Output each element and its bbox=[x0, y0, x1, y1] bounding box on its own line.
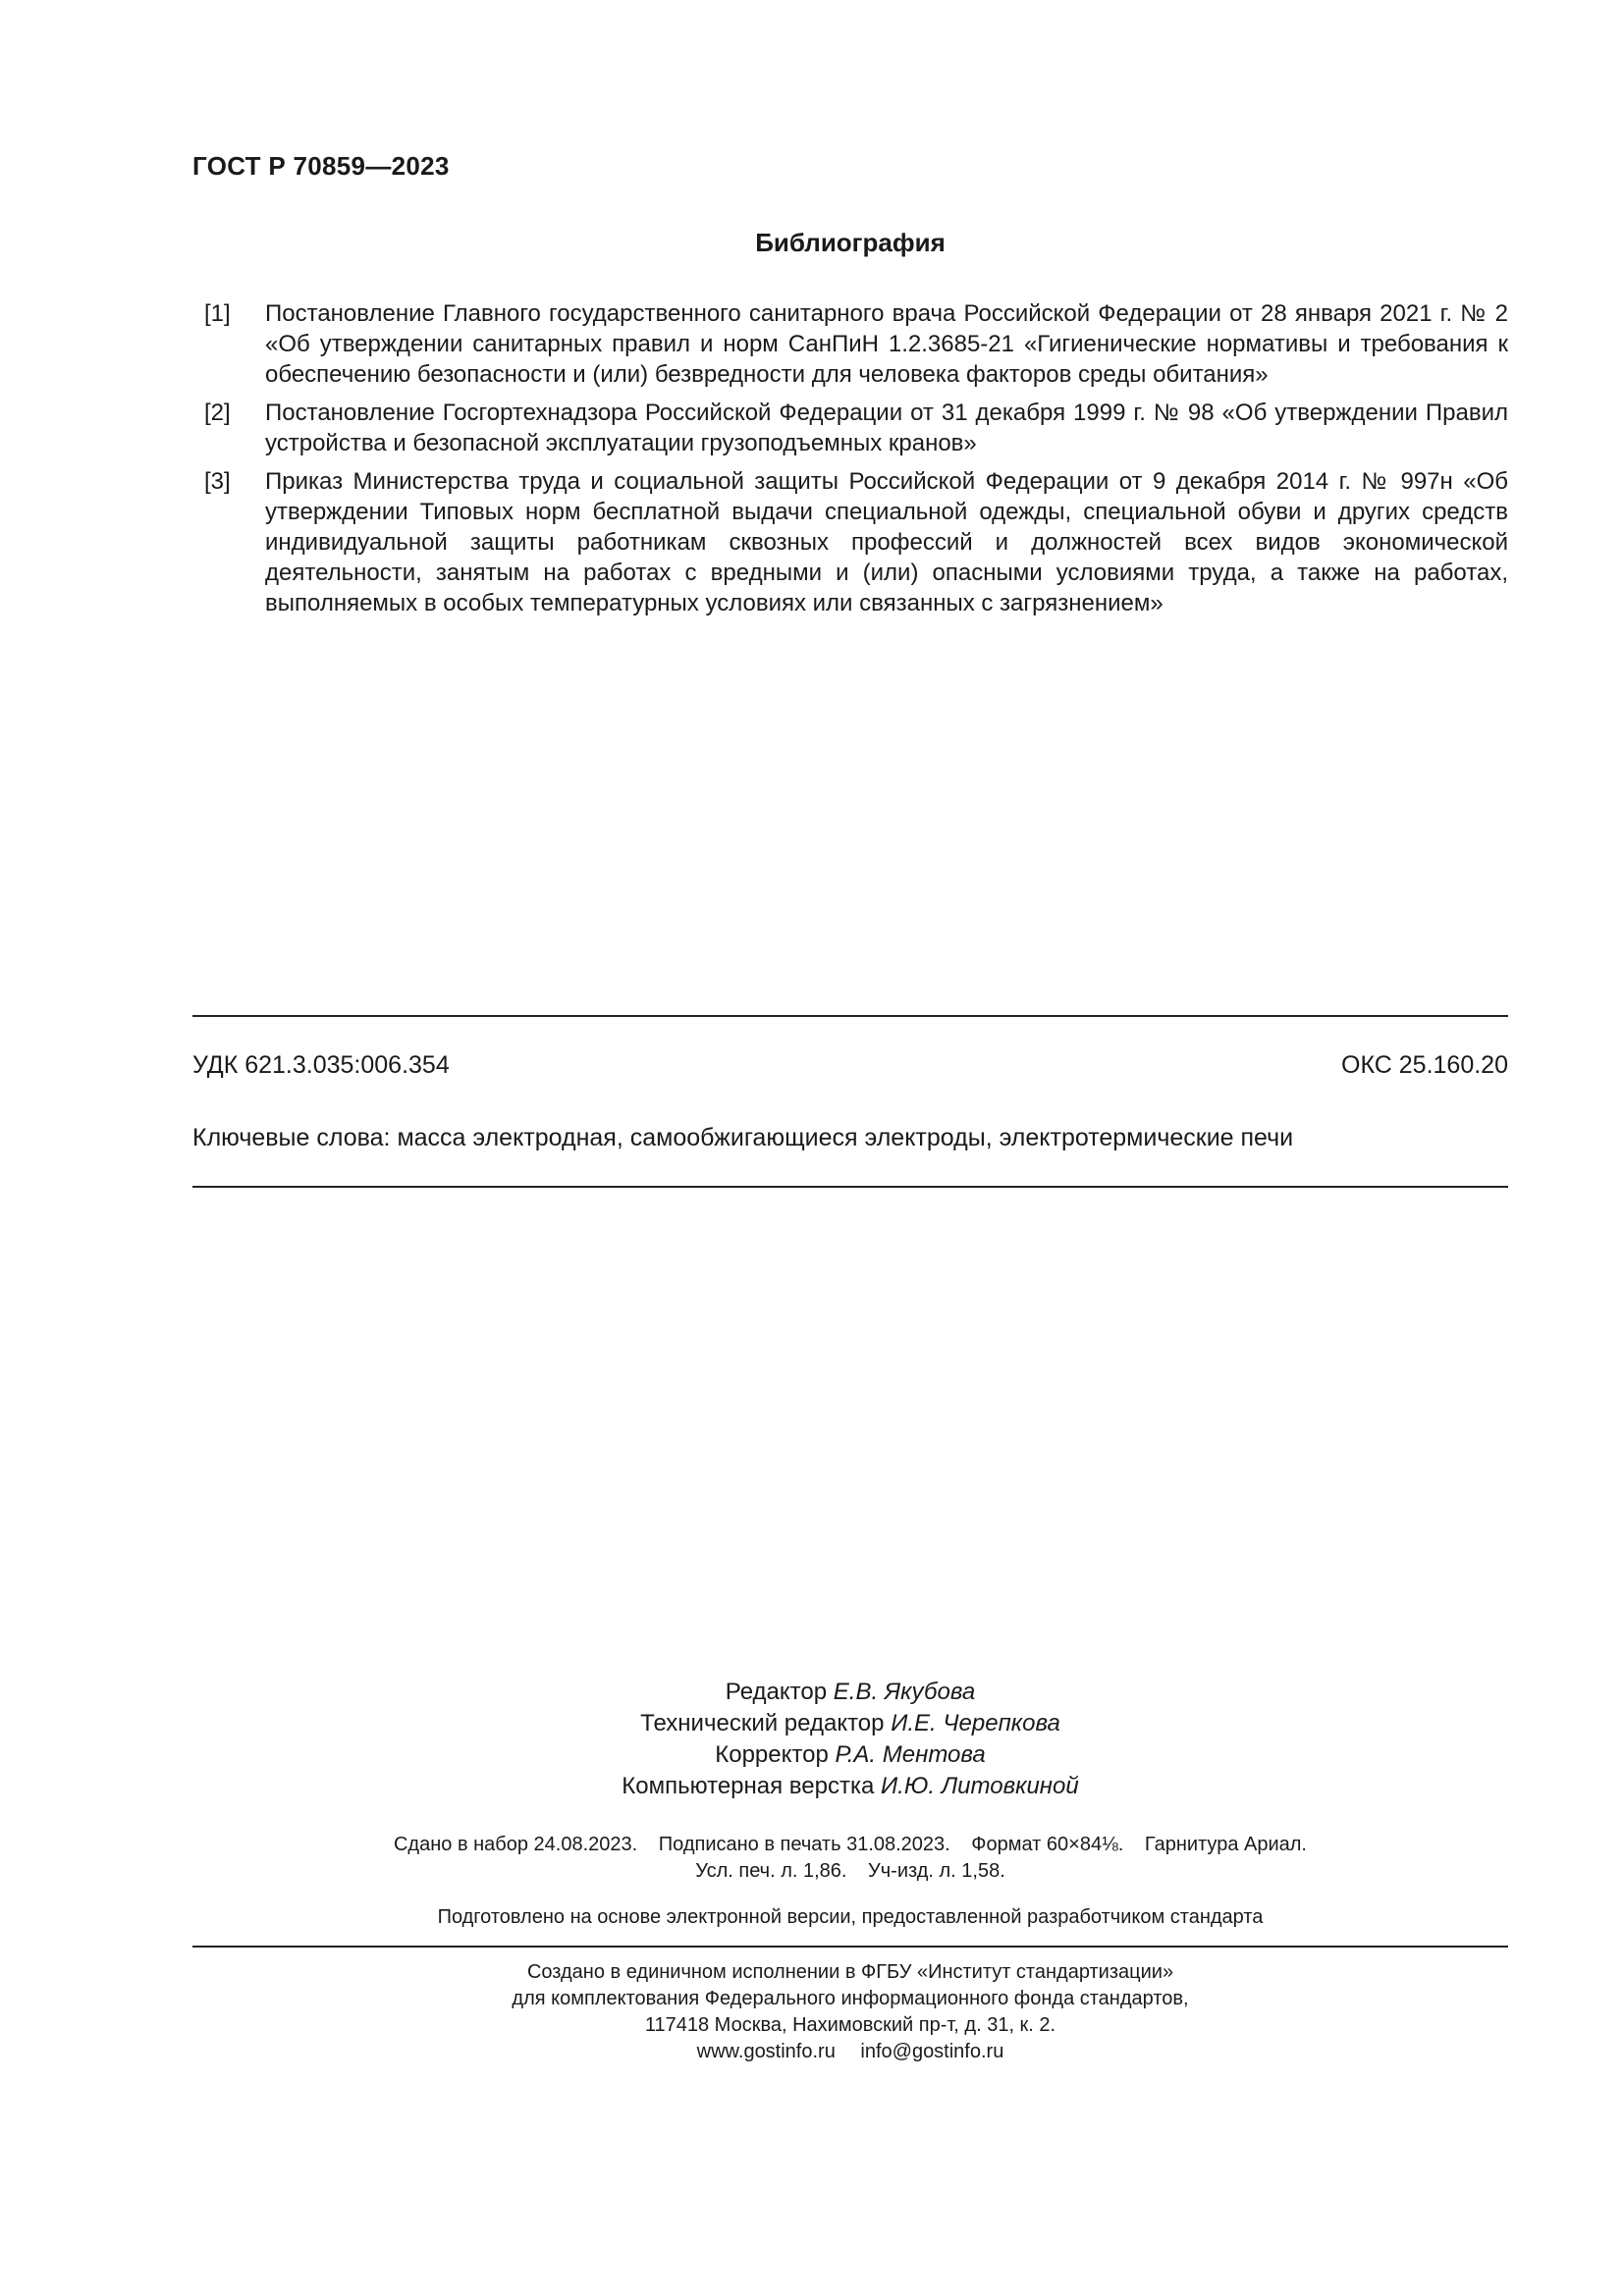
reference-text: Приказ Министерства труда и социальной защиты Российской Федерации от 9 декабря 2014 г. № 997н «Об утверждении Типовых норм бесплатной выдачи специальной одежды, специальной обуви и других средств индивидуальной защиты работникам сквозных профессий и должностей всех видов экономической деятельности, занятым на работах с вредными и (или) опасными условиями труда, а также на работах, выполняемых в особых температурных условиях или связанных с загрязнением» bbox=[265, 468, 1508, 616]
submitted-date: Сдано в набор 24.08.2023. bbox=[393, 1834, 638, 1855]
reference-number: [3] bbox=[204, 468, 231, 495]
editor-role: Редактор bbox=[725, 1679, 828, 1705]
editor-name: И.Е. Черепкова bbox=[891, 1710, 1060, 1736]
divider-top bbox=[192, 1015, 1508, 1017]
bibliography-item bbox=[192, 398, 1508, 458]
editor-line bbox=[192, 1771, 1508, 1802]
reference-number: [2] bbox=[204, 400, 231, 426]
bibliography-list bbox=[192, 298, 1508, 626]
editor-name: И.Ю. Литовкиной bbox=[881, 1773, 1079, 1799]
publisher-footer bbox=[192, 1959, 1508, 2065]
udk-code: УДК 621.3.035:006.354 bbox=[192, 1051, 450, 1079]
publisher-sheets: Уч-изд. л. 1,58. bbox=[868, 1860, 1005, 1882]
website-link[interactable]: www.gostinfo.ru bbox=[696, 2041, 836, 2062]
editor-line bbox=[192, 1739, 1508, 1771]
editor-role: Компьютерная верстка bbox=[622, 1773, 875, 1799]
standard-code: ГОСТ Р 70859—2023 bbox=[192, 151, 450, 181]
editor-role: Корректор bbox=[715, 1741, 829, 1768]
email-link[interactable]: info@gostinfo.ru bbox=[860, 2041, 1004, 2062]
footer-line: для комплектования Федерального информационного фонда стандартов, bbox=[512, 1988, 1189, 2009]
signed-date: Подписано в печать 31.08.2023. bbox=[658, 1834, 950, 1855]
paper-format: Формат 60×84⅛. bbox=[971, 1834, 1124, 1855]
editor-name: Р.А. Ментова bbox=[835, 1741, 986, 1768]
editors-block bbox=[192, 1677, 1508, 1802]
footer-contacts bbox=[192, 2039, 1508, 2065]
keywords: Ключевые слова: масса электродная, самообжигающиеся электроды, электротермические печи bbox=[192, 1124, 1294, 1151]
prepared-note: Подготовлено на основе электронной версии, предоставленной разработчиком стандарта bbox=[437, 1906, 1264, 1928]
editor-line bbox=[192, 1708, 1508, 1739]
footer-line: Создано в единичном исполнении в ФГБУ «Институт стандартизации» bbox=[526, 1961, 1174, 1983]
reference-number: [1] bbox=[204, 300, 231, 327]
oks-code: ОКС 25.160.20 bbox=[1341, 1051, 1508, 1079]
print-info bbox=[192, 1832, 1508, 1885]
editor-role: Технический редактор bbox=[640, 1710, 885, 1736]
reference-text: Постановление Госгортехнадзора Российской Федерации от 31 декабря 1999 г. № 98 «Об утверждении Правил устройства и безопасной эксплуатации грузоподъемных кранов» bbox=[265, 400, 1508, 456]
editor-line bbox=[192, 1677, 1508, 1708]
bibliography-item bbox=[192, 466, 1508, 618]
divider-footer bbox=[192, 1946, 1508, 1948]
print-info-line bbox=[192, 1832, 1508, 1858]
divider-keywords bbox=[192, 1186, 1508, 1188]
bibliography-title: Библиография bbox=[755, 228, 946, 257]
printed-sheets: Усл. печ. л. 1,86. bbox=[695, 1860, 847, 1882]
footer-line: 117418 Москва, Нахимовский пр-т, д. 31, к. 2. bbox=[644, 2014, 1056, 2036]
editor-name: Е.В. Якубова bbox=[833, 1679, 976, 1705]
reference-text: Постановление Главного государственного санитарного врача Российской Федерации от 28 января 2021 г. № 2 «Об утверждении санитарных правил и норм СанПиН 1.2.3685-21 «Гигиенические нормативы и требования к обеспечению безопасности и (или) безвредности для человека факторов среды обитания» bbox=[265, 300, 1508, 388]
bibliography-item bbox=[192, 298, 1508, 390]
print-info-line bbox=[192, 1858, 1508, 1885]
typeface: Гарнитура Ариал. bbox=[1144, 1834, 1307, 1855]
